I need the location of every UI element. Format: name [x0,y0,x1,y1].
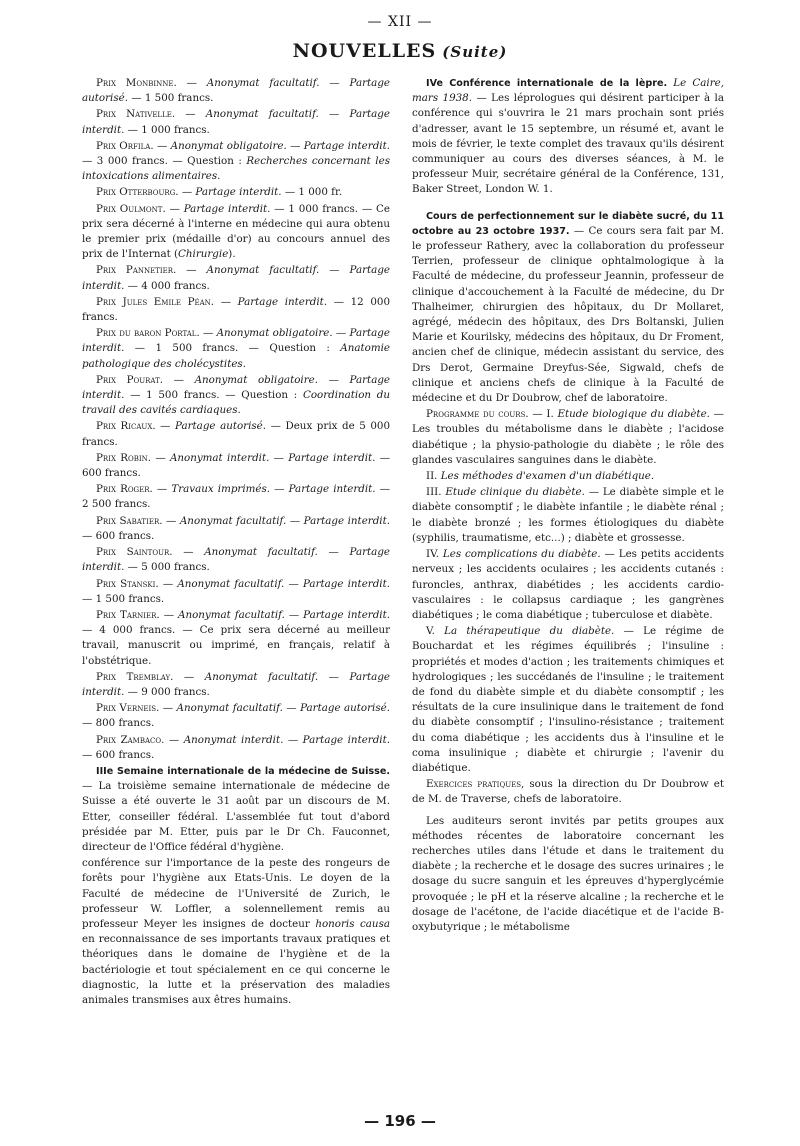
prize-entry [82,545,390,575]
prize-question: Anatomie pathologique des cholécystites. [82,342,390,370]
prize-name: Prix Orfila. [96,139,154,152]
prize-entry [82,482,390,512]
prize-details: — 1 000 francs. — Ce prix sera décerné à l'interne en médecine qui aura obtenu le premier prix (médaille d'or) au concours annuel des prix de l'Internat ( [82,202,391,261]
prize-name: Prix Monbinne. [96,77,177,89]
section-title-suite: (Suite) [442,43,508,61]
left-column [82,76,390,1009]
prize-details: — 4 000 francs. [124,279,210,292]
prize-dash: — [162,514,180,527]
section-1-body: — Les troubles du métabolisme dans le diabète ; l'acidose diabétique ; la physio-pathologie du diabète ; le rôle des glandes vasculaires sanguines dans le diabète. [412,408,724,466]
suisse-body-2a: conférence sur l'importance de la peste des rongeurs de forêts pour l'hygiène aux Etats-Unis. Le doyen de la Faculté de médecine de l'Université de Zurich, le professeur W. Loffler, a solennellement remis au professeur Meyer les insignes de docteur [82,857,390,930]
prize-conditions: Anonymat facultatif. — Partage interdit. [82,264,391,292]
prize-details: — 600 francs. [82,529,155,542]
prize-details: — 800 francs. [82,717,155,730]
prize-name: Prix Jules Emile Péan. [96,295,215,308]
prize-dash: — [175,108,206,121]
prize-conditions: Anonymat facultatif. — Partage interdit. [82,546,390,574]
prize-entry [82,139,390,185]
prize-dash: — [151,451,170,464]
prize-name: Prix Saintour. [96,546,173,559]
programme-section-4 [412,547,724,623]
prize-conditions: Travaux imprimés. — Partage interdit. [171,483,376,496]
prize-details: — Deux prix de 5 000 francs. [82,420,390,448]
lepre-paragraph [412,76,724,198]
prize-name: Prix Nativelle. [96,108,176,121]
prize-conditions: Anonymat facultatif. — Partage interdit. [178,608,391,621]
prize-name: Prix Tarnier. [96,608,160,621]
prize-name: Prix Oulmont. [96,202,166,215]
prize-details: — 1 500 francs. — Question : [124,389,303,402]
prize-dash: — [155,420,176,433]
prize-entry [82,608,390,669]
suisse-body-2c: en reconnaissance de ses importants travaux pratiques et théoriques dans le domaine de l'hygiène et de la bactériologie et tout spécialement en ce qui concerne le diagnostic, la lutte et la préservation des maladies animales transmises aux êtres humains. [82,933,390,1006]
section-3-title: Etude clinique du diabète. [445,486,585,499]
suisse-paragraph [82,764,390,855]
prize-conditions: Anonymat obligatoire. — Partage interdit. [82,373,391,402]
prize-name: Prix Tremblay. [96,670,174,683]
prize-conditions: Anonymat facultatif. — Partage interdit. [179,514,391,527]
prize-name: Prix Otterbourg. [96,186,179,199]
prize-dash: — [176,77,207,89]
prize-conditions: Partage interdit. [195,186,282,199]
prize-entry [82,701,390,731]
page-number: — 196 — [364,1112,436,1130]
right-column [412,76,724,936]
prize-entry [82,419,390,449]
prize-entry [82,670,390,700]
prize-details: — 600 francs. [82,451,390,480]
suisse-paragraph-2 [82,856,390,1008]
prize-dash: — [163,373,195,386]
programme-section-5 [412,624,724,776]
section-5-num: V. [426,625,445,638]
prize-name: Prix Stanski. [96,577,159,590]
prize-conditions: Anonymat obligatoire. — Partage interdit. [170,139,390,152]
diabete-final-paragraph: Les auditeurs seront invités par petits groupes aux méthodes récentes de laboratoire concernant les recherches utiles dans l'étude et dans le traitement du diabète ; la recherche et le dosage des sucres urinaires ; le dosage du sucre sanguin et les épreuves d'hyperglycémie provoquée ; le pH et la réserve alcaline ; la recherche et le dosage de l'acétone, de l'acide diacétique et de l'acide B-oxybutyrique ; le métabolisme [412,814,724,933]
exercices-label: Exercices pratiques, [426,778,525,791]
prize-details: — 3 000 francs. — Question : [82,155,247,168]
prize-details: — 1 500 francs. [82,592,165,605]
prize-entry [82,295,390,325]
prize-question: Chirurgie [178,248,229,261]
prize-dash: — [178,186,196,199]
section-2-num: II. [426,470,441,483]
prize-conditions: Partage autorisé. [175,420,267,433]
prize-entry [82,373,390,419]
section-5-title: La thérapeutique du diabète. [444,625,615,638]
prize-dash: — [153,139,171,152]
prize-details: — 9 000 francs. [124,685,210,698]
diabete-intro-paragraph [412,209,724,407]
section-title [0,40,800,62]
section-5-body: — Le régime de Bouchardat et les régimes équilibrés ; l'insuline : propriétés et modes d'action ; les traitements chimiques et hydrologiques ; les succédanés de l'insuline ; le traitement de fond du diabète simple et du diabète consomptif ; les résultats de la cure insulinique dans le traitement de fond du diabète consomptif ; l'insulino-résistance ; traitement du coma diabétique ; les accidents dus à l'insuline et le coma insulinique ; diabète et chirurgie ; l'avenir du diabétique. [412,625,724,774]
prize-dash: — [159,702,177,715]
prize-name: Prix Pourat. [96,373,164,386]
prize-dash: — [172,546,205,559]
prize-details: — 1 500 francs. [127,92,214,105]
prize-entry [82,202,390,263]
section-3-num: III. [426,486,446,499]
prize-dash: — [199,327,217,340]
prize-details: — 1 000 fr. [281,186,343,199]
suisse-body-2b: honoris causa [315,917,390,930]
exercices-paragraph [412,777,724,807]
suisse-body: — La troisième semaine internationale de médecine de Suisse a été ouverte le 31 août par un discours de M. Etter, conseiller fédéral. L'assemblée fut tout d'abord présidée par M. Etter, puis par le Dr Ch. Fauconnet, directeur de l'Office fédéral d'hygiène. [82,780,390,853]
programme-section-1 [412,407,724,468]
section-2-title: Les méthodes d'examen d'un diabétique. [440,470,655,483]
prize-entry [82,107,390,137]
programme-section-3 [412,485,724,546]
prize-name: Prix Verneis. [96,702,160,715]
diabete-heading: Cours de perfectionnement sur le diabète sucré, du 11 octobre au 23 octobre 1937. [412,210,724,237]
prize-name: Prix du baron Portal. [96,327,200,340]
prize-details: — 5 000 francs. [124,561,210,574]
programme-label: Programme du cours. [426,408,529,421]
prize-question: Coordination du travail des cavités cardiaques. [82,389,390,417]
prize-conditions: Anonymat interdit. — Partage interdit. [183,733,391,746]
prize-question: Recherches concernant les intoxications alimentaires. [82,155,390,183]
prize-conditions: Anonymat facultatif. — Partage autorisé. [82,77,390,105]
prize-entry [82,263,390,293]
lepre-heading: IVe Conférence internationale de la lèpre. [426,78,668,89]
running-header-page-roman: — XII — [367,14,433,30]
prize-dash: — [158,577,178,590]
exercices-body: sous la direction du Dr Doubrow et de M. de Traverse, chefs de laboratoire. [412,778,724,806]
prize-conditions: Anonymat facultatif. — Partage interdit. [82,670,390,698]
prize-name: Prix Ricaux. [96,420,156,433]
section-1-title: Etude biologique du diabète. [557,408,710,421]
prize-entry [82,733,390,763]
prize-entry [82,451,390,481]
prize-conditions: Anonymat facultatif. — Partage interdit. [177,577,390,590]
prize-name: Prix Roger. [96,483,153,496]
suisse-heading: IIIe Semaine internationale de la médecine de Suisse. [96,765,390,777]
prize-dash: — [173,670,205,683]
lepre-body: — Les léprologues qui désirent participer à la conférence qui s'ouvrira le 21 mars prochain sont priés d'adresser, avant le 15 septembre, un résumé et, avant le mois de février, le texte complet des travaux qu'ils désirent communiquer au cours des diverses séances, à M. le professeur Muir, secrétaire général de la Conférence, 131, Baker Street, London W. 1. [412,92,724,196]
prize-entry [82,514,390,544]
prize-conditions: Anonymat obligatoire. — Partage interdit. [82,327,390,355]
section-3-body: — Le diabète simple et le diabète consomptif ; le diabète infantile ; le diabète rénal ; le diabète bronzé ; les formes étiologiques du diabète (syphilis, traumatisme, etc...) ; diabète et grossesse. [412,486,725,544]
diabete-intro: — Ce cours sera fait par M. le professeur Rathery, avec la collaboration du professeur Terrien, professeur de clinique ophtalmologique à la Faculté de médecine, du professeur Jeannin, professeur de clinique d'accouchement à la Faculté de médecine, du Dr Thalheimer, chirurgien des hôpitaux, du Dr Mollaret, agrégé, médecin des hôpitaux, des Drs Boltanski, Julien Marie et Kourilsky, médecins des hôpitaux, du Dr Froment, ancien chef de clinique, médecin assistant du service, des Drs Derot, Germaine Dreyfus-Sée, Sigwald, chefs de clinique et anciens chefs de clinique à la Faculté de médecine et du Dr Doubrow, chef de laboratoire. [412,224,725,405]
prize-dash: — [214,295,238,308]
prize-details: — 4 000 francs. — Ce prix sera décerné au meilleur travail, manuscrit ou imprimé, en français, relatif à l'obstétrique. [82,624,390,667]
prize-name: Prix Pannetier. [96,264,177,277]
prize-details-end: ). [228,248,236,261]
section-4-body: — Les petits accidents nerveux ; les accidents oculaires ; les accidents cutanés : furoncles, anthrax, diabétides ; les accidents cardio-vasculaires : le collapsus cardiaque ; les gangrènes diabétiques ; le coma diabétique ; tuberculose et diabète. [412,548,724,621]
prize-dash: — [164,733,184,746]
prize-name: Prix Zambaco. [96,733,165,746]
prize-details: — 12 000 francs. [82,295,390,324]
prize-dash: — [165,202,184,215]
prize-details: — 600 francs. [82,748,155,761]
section-1-num: — I. [528,408,558,421]
section-title-main: NOUVELLES [292,40,437,62]
prize-entry [82,185,390,200]
prize-entry [82,326,390,372]
prize-conditions: Anonymat facultatif. — Partage interdit. [82,108,390,136]
lepre-place: Le Caire, mars 1938. [412,77,724,105]
prize-conditions: Partage interdit. [183,202,271,215]
prize-conditions: Anonymat facultatif. — Partage autorisé. [176,702,390,715]
programme-section-2 [412,469,724,484]
prize-details: — 1 000 francs. [124,123,210,136]
prize-dash: — [152,483,172,496]
prize-conditions: Partage interdit. [237,295,328,308]
prize-entry [82,76,390,106]
prize-name: Prix Sabatier. [96,514,163,527]
section-4-num: IV. [426,548,443,561]
prize-entry [82,577,390,607]
prize-conditions: Anonymat interdit. — Partage interdit. [169,451,376,464]
section-4-title: Les complications du diabète. [442,548,601,561]
prize-dash: — [159,608,179,621]
prize-details: — 2 500 francs. [82,483,390,511]
prize-dash: — [176,264,207,277]
prize-list [82,76,390,763]
prize-details: — 1 500 francs. — Question : [124,342,341,355]
prize-name: Prix Robin. [96,451,152,464]
